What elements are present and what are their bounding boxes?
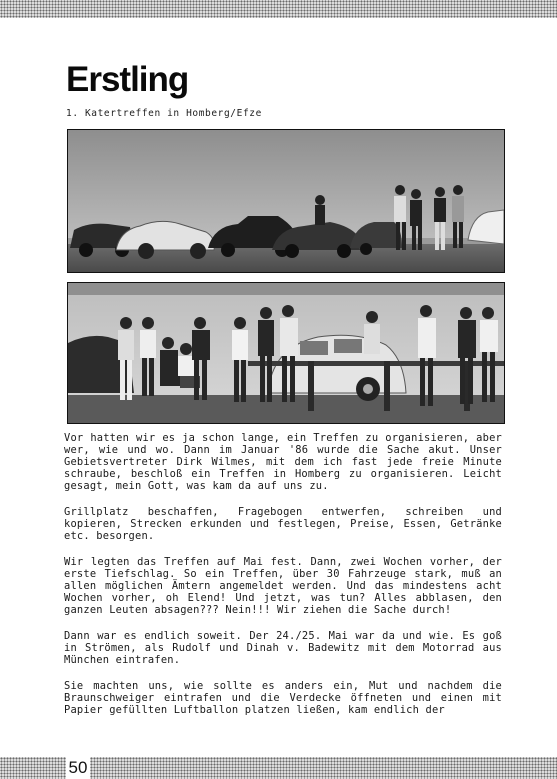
photo-cars-lineup	[67, 129, 505, 273]
article-title: Erstling	[66, 60, 189, 99]
article-subtitle: 1. Katertreffen in Homberg/Efze	[66, 108, 262, 119]
article-body	[64, 432, 502, 730]
paragraph: Wir legten das Treffen auf Mai fest. Dann, zwei Wochen vorher, der erste Tiefschlag. So ein Treffen, über 30 Fahrzeuge stark, muß an allen möglichen Ämtern angemeldet werden. Und das mindestens acht Wochen vorher, oh Elend! Und jetzt, was tun? Alles abblasen, den ganzen Leuten absagen??? Nein!!! Wir ziehen die Sache durch!	[64, 556, 502, 616]
paragraph: Sie machten uns, wie sollte es anders ein, Mut und nachdem die Braunschweiger eintrafen und die Verdecke öffneten und einen mit Papier gefüllten Luftballon platzen ließen, kam endlich der	[64, 680, 502, 716]
paragraph: Dann war es endlich soweit. Der 24./25. Mai war da und wie. Es goß in Strömen, als Rudolf und Dinah v. Badewitz mit dem Motorrad aus München eintrafen.	[64, 630, 502, 666]
page-number: 50	[66, 756, 90, 779]
photo-group-people-image	[68, 283, 504, 423]
halftone-border-top	[0, 0, 557, 18]
paragraph: Vor hatten wir es ja schon lange, ein Treffen zu organisieren, aber wer, wie und wo. Dann im Januar '86 wurde die Sache akut. Unser Gebietsvertreter Dirk Wilmes, mit dem ich fast jede freie Minute schraube, beschloß ein Treffen in Homberg zu organisieren. Leicht gesagt, mein Gott, was kam da auf uns zu.	[64, 432, 502, 492]
photo-group-people	[67, 282, 505, 424]
photo-cars-lineup-image	[68, 130, 504, 272]
paragraph: Grillplatz beschaffen, Fragebogen entwerfen, schreiben und kopieren, Strecken erkunden und festlegen, Preise, Essen, Getränke etc. besorgen.	[64, 506, 502, 542]
